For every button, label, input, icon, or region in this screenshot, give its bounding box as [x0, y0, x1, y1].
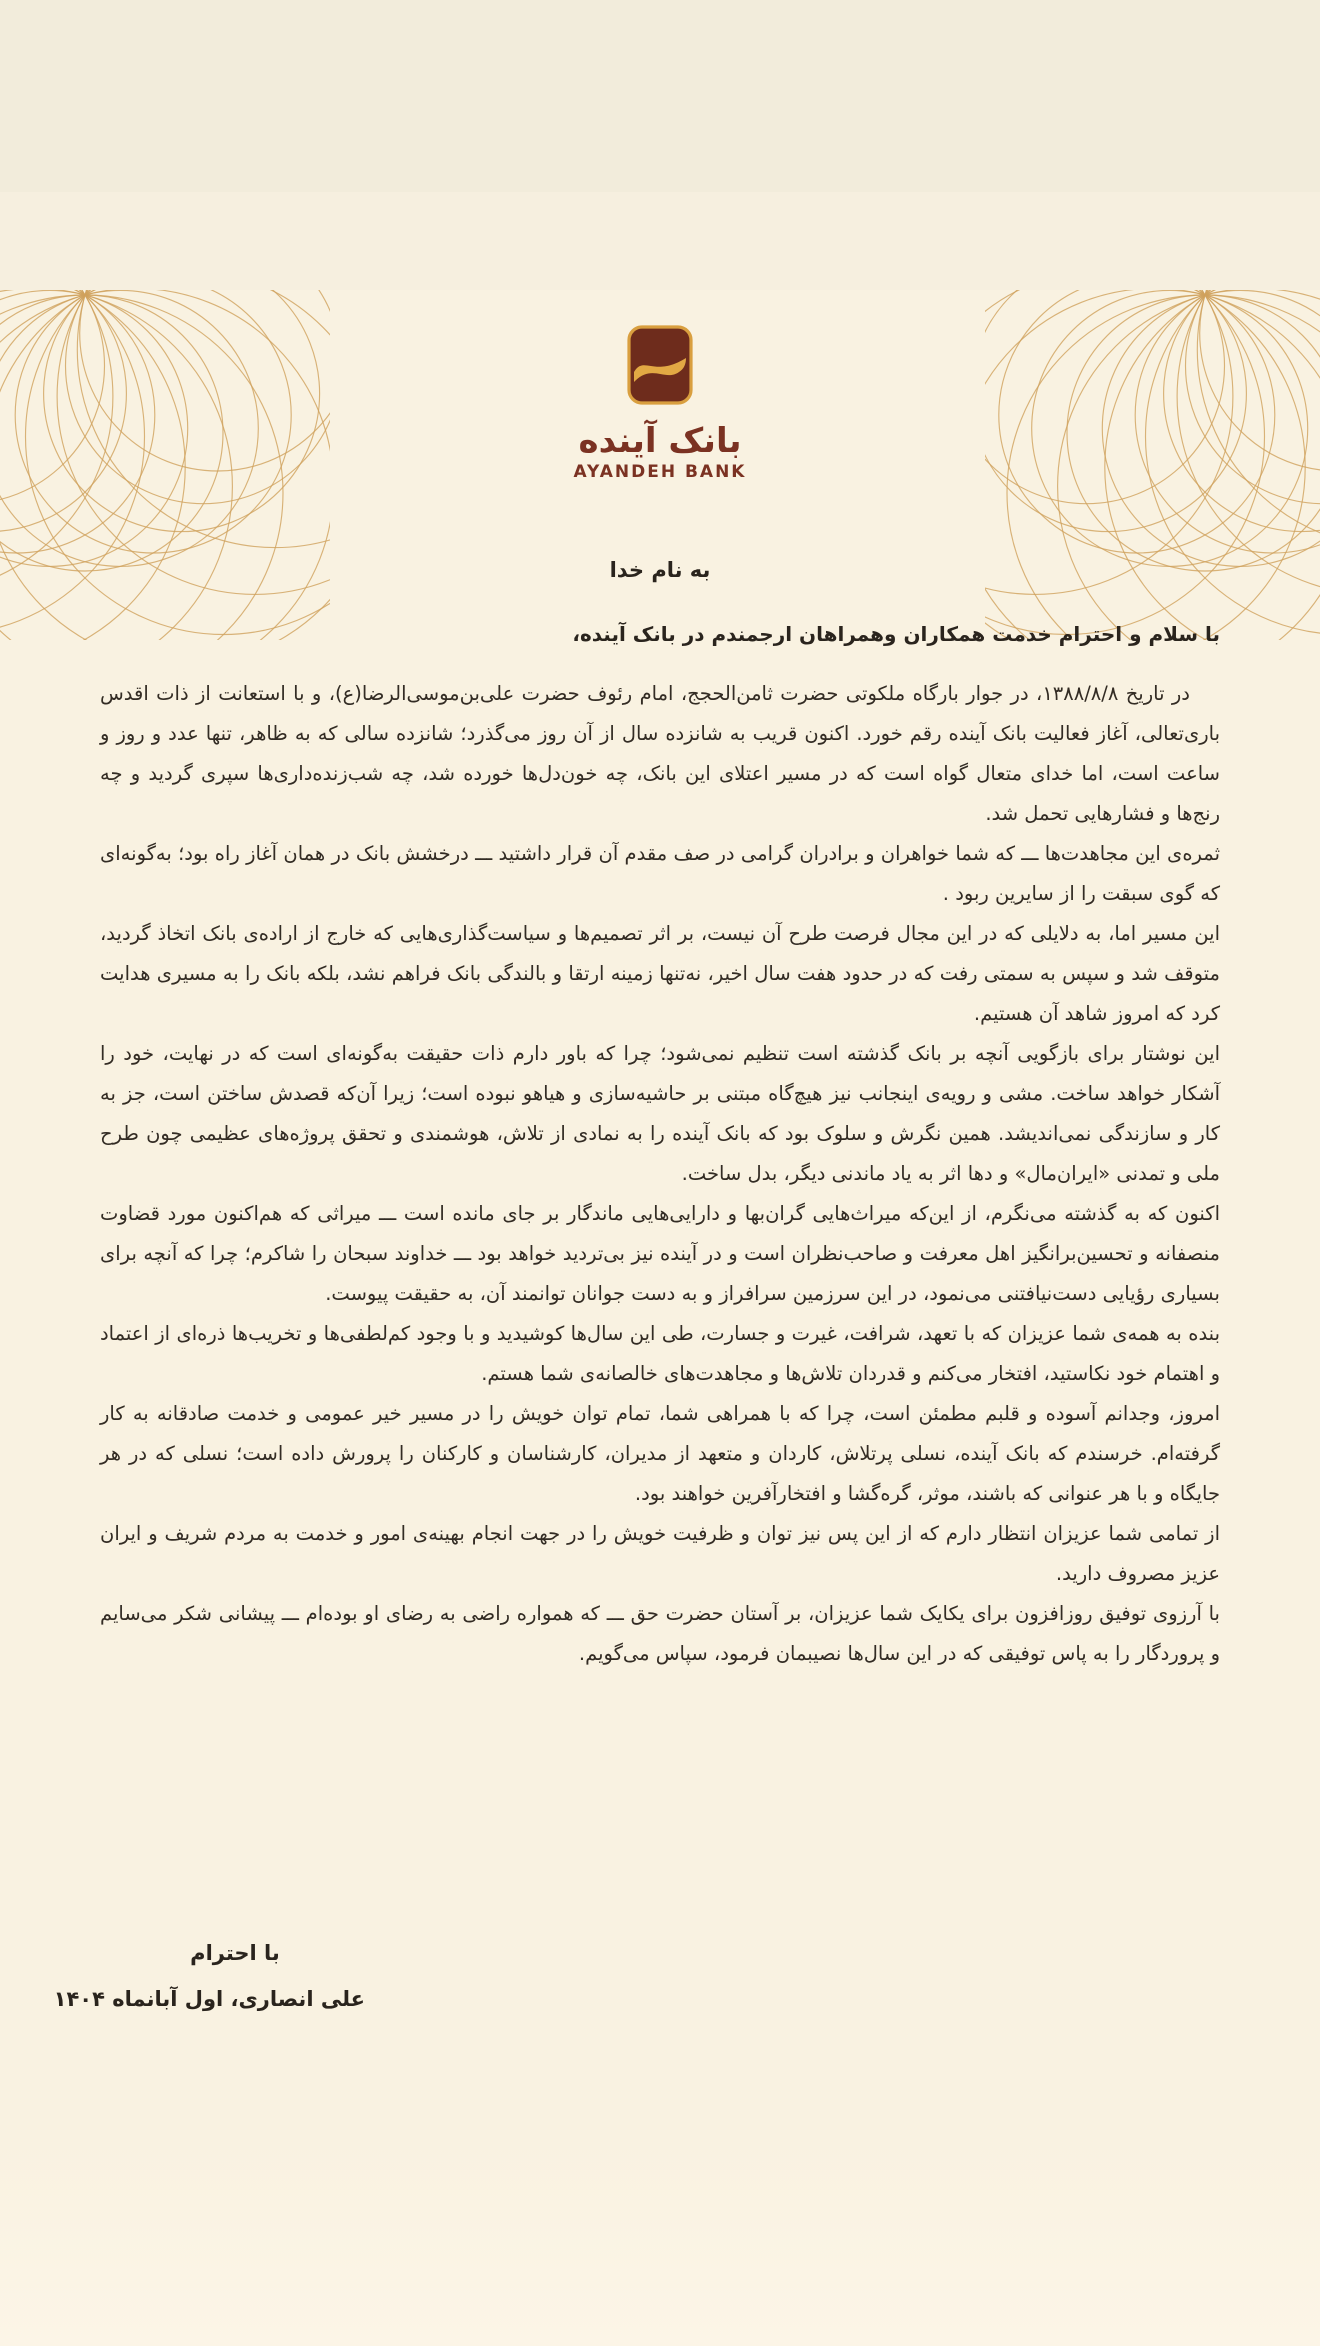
letter-body — [100, 622, 1220, 1674]
bismillah-heading: به نام خدا — [609, 558, 711, 582]
letter-paragraph: در تاریخ ۱۳۸۸/۸/۸، در جوار بارگاه ملکوتی حضرت ثامن‌الحجج، امام رئوف حضرت علی‌بن‌موسی‌الرضا(ع)، و با استعانت از ذات اقدس باری‌تعالی، آغاز فعالیت بانک آینده رقم خورد. اکنون قریب به شانزده سال از آن روز می‌گذرد؛ شانزده سالی که به ظاهر، تنها عدد و روز و ساعت است، اما خدای متعال گواه است که در مسیر اعتلای این بانک، چه خون‌دل‌ها خورده شد، چه شب‌زنده‌داری‌ها سپری گردید و چه رنج‌ها و فشارهایی تحمل شد. — [100, 682, 1220, 825]
letter-paragraph: ثمره‌ی این مجاهدت‌ها ـــ که شما خواهران و برادران گرامی در صف مقدم آن قرار داشتید ـــ درخشش بانک در همان آغاز راه بود؛ به‌گونه‌ای که گوی سبقت را از سایرین ربود . — [100, 842, 1220, 905]
bank-name-english: AYANDEH BANK — [573, 462, 747, 483]
closing-line: با احترام — [190, 1941, 280, 1965]
signer-line: علی انصاری، اول آبانماه ۱۴۰۴ — [53, 1987, 365, 2011]
background-mid-band — [0, 192, 1320, 290]
letter-paragraph: با آرزوی توفیق روزافزون برای یکایک شما عزیزان، بر آستان حضرت حق ـــ که همواره راضی به رضای او بوده‌ام ـــ پیشانی شکر می‌سایم و پروردگار را به پاس توفیقی که در این سال‌ها نصیبمان فرمود، سپاس می‌گویم. — [100, 1602, 1220, 1665]
salutation-line: با سلام و احترام خدمت همکاران وهمراهان ارجمندم در بانک آینده، — [572, 622, 1220, 646]
background-top-band — [0, 0, 1320, 192]
letterhead — [0, 325, 1320, 482]
letter-paragraph: این مسیر اما، به دلایلی که در این مجال فرصت طرح آن نیست، بر اثر تصمیم‌ها و سیاست‌گذاری‌هایی که خارج از اراده‌ی بانک اتخاذ گردید، متوقف شد و سپس به سمتی رفت که در حدود هفت سال اخیر، نه‌تنها زمینه ارتقا و بالندگی بانک فراهم نشد، بلکه بانک را به مسیری هدایت کرد که امروز شاهد آن هستیم. — [100, 922, 1220, 1025]
letter-paragraph: اکنون که به گذشته می‌نگرم، از این‌که میراث‌هایی گران‌بها و دارایی‌هایی ماندگار بر جای مانده است ـــ میراثی که هم‌اکنون مورد قضاوت منصفانه و تحسین‌برانگیز اهل معرفت و صاحب‌نظران است و در آینده نیز بی‌تردید خواهد بود ـــ خداوند سبحان را شاکرم؛ چرا که آنچه برای بسیاری رؤیایی دست‌نیافتنی می‌نمود، در این سرزمین سرافراز و به دست جوانان توانمند آن، به حقیقت پیوست. — [100, 1202, 1220, 1305]
ayandeh-bank-logo-icon — [627, 325, 693, 405]
letter-paragraph: بنده به همه‌ی شما عزیزان که با تعهد، شرافت، غیرت و جسارت، طی این سال‌ها کوشیدید و با وجود کم‌لطفی‌ها و تخریب‌ها ذره‌ای از اعتماد و اهتمام خود نکاستید، افتخار می‌کنم و قدردان تلاش‌ها و مجاهدت‌های خالصانه‌ی شما هستم. — [100, 1322, 1220, 1385]
letter-paragraph: از تمامی شما عزیزان انتظار دارم که از این پس نیز توان و ظرفیت خویش را در جهت انجام بهینه‌ی امور و خدمت به مردم شریف و ایران عزیز مصروف دارید. — [100, 1522, 1220, 1585]
background-bottom-band — [0, 2140, 1320, 2346]
letter-paragraph: امروز، وجدانم آسوده و قلبم مطمئن است، چرا که با همراهی شما، تمام توان خویش را در مسیر خیر عمومی و خدمت صادقانه به کار گرفته‌ام. خرسندم که بانک آینده، نسلی پرتلاش، کاردان و متعهد از مدیران، کارشناسان و کارکنان را پرورش داده است؛ نسلی که در هر جایگاه و با هر عنوانی که باشند، موثر، گره‌گشا و افتخارآفرین خواهند بود. — [100, 1402, 1220, 1505]
letter-paragraph: این نوشتار برای بازگویی آنچه بر بانک گذشته است تنظیم نمی‌شود؛ چرا که باور دارم ذات حقیقت به‌گونه‌ای است که در نهایت، خود را آشکار خواهد ساخت. مشی و رویه‌ی اینجانب نیز هیچ‌گاه مبتنی بر حاشیه‌سازی و هیاهو نبوده است؛ زیرا آن‌که قصدش ساختن است، جز به کار و سازندگی نمی‌اندیشد. همین نگرش و سلوک بود که بانک آینده را به نمادی از تلاش، هوشمندی و تحقق پروژه‌های عظیمی چون طرح ملی و تمدنی «ایران‌مال» و دها اثر به یاد ماندنی دیگر، بدل ساخت. — [100, 1042, 1220, 1185]
bank-name-farsi: بانک آینده — [578, 421, 742, 461]
signature-block — [53, 1930, 365, 2022]
letter-paragraphs — [100, 674, 1220, 1674]
